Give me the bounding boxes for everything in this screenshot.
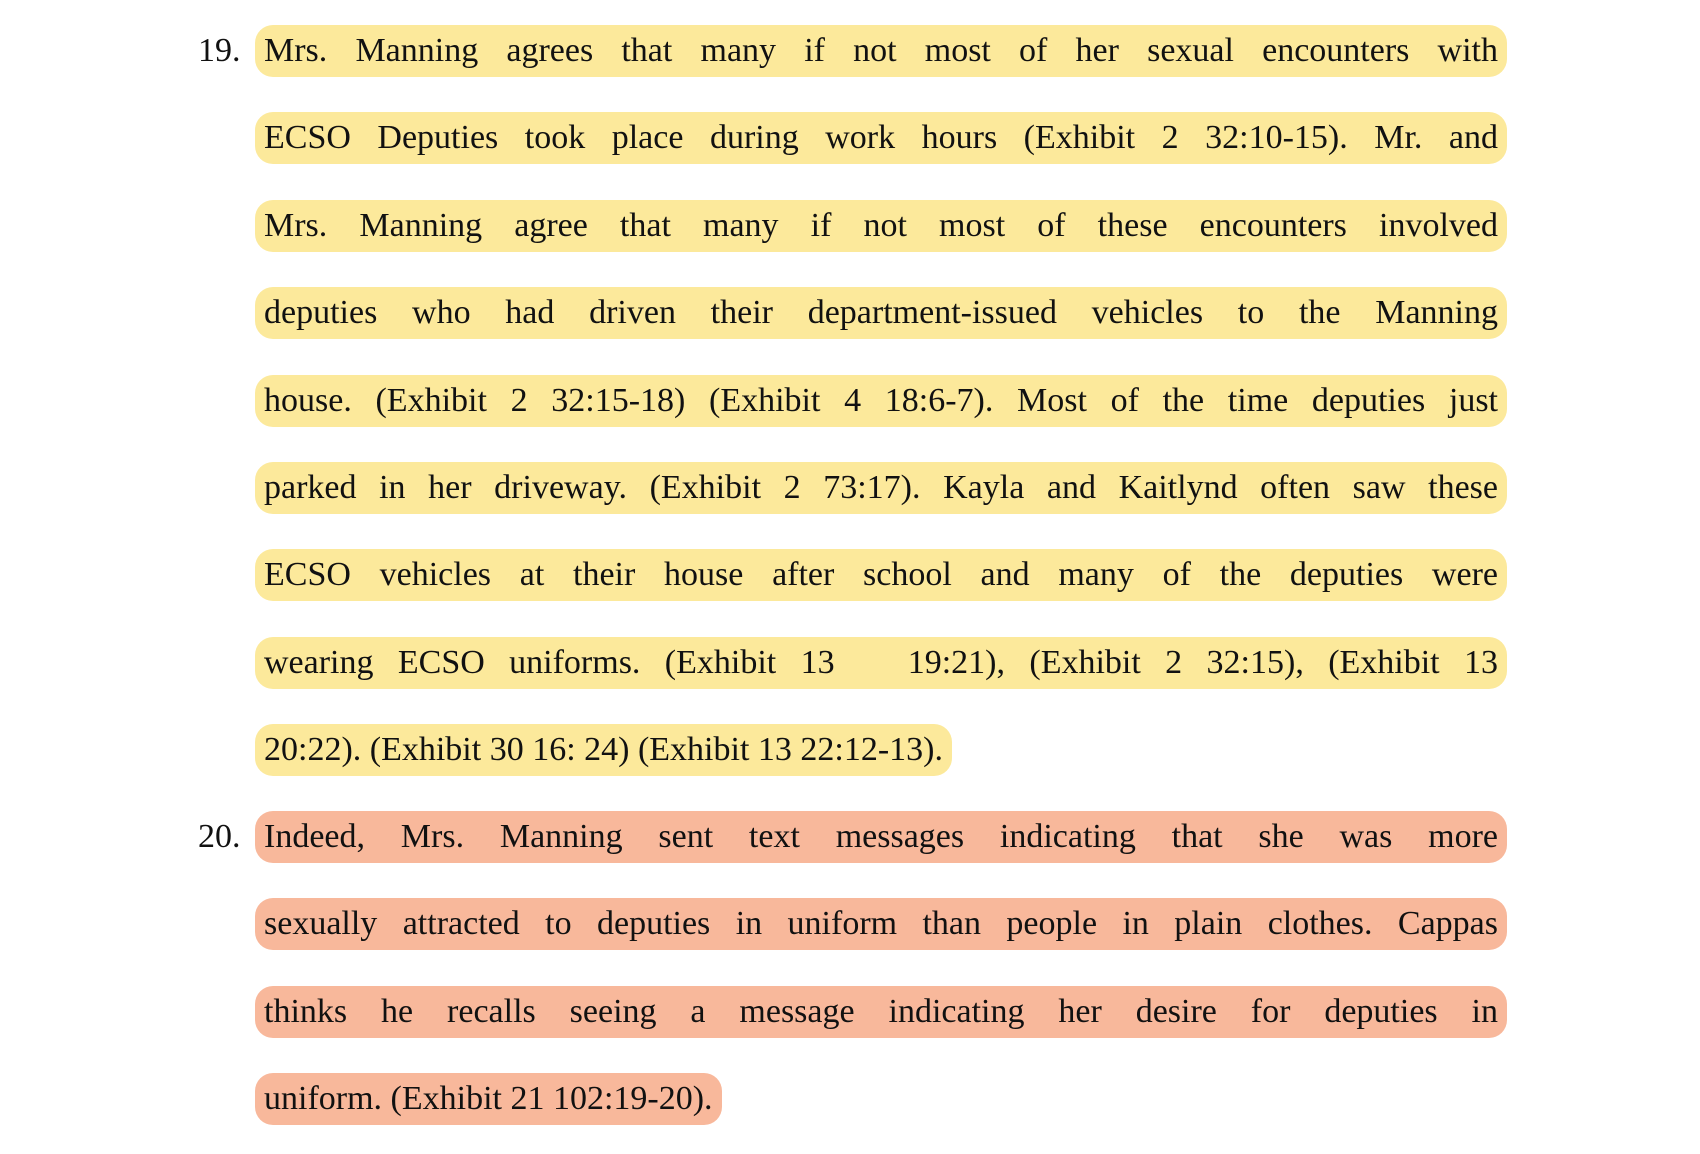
highlighted-line: thinks he recalls seeing a message indicating her desire for deputies in [255,986,1507,1038]
highlighted-line: house. (Exhibit 2 32:15-18) (Exhibit 4 18:6-7). Most of the time deputies just [255,375,1507,427]
highlighted-line: 20:22). (Exhibit 30 16: 24) (Exhibit 13 22:12-13). [255,724,952,776]
highlighted-line: parked in her driveway. (Exhibit 2 73:17). Kayla and Kaitlynd often saw these [255,462,1507,514]
highlighted-line: wearing ECSO uniforms. (Exhibit 13 19:21), (Exhibit 2 32:15), (Exhibit 13 [255,637,1507,689]
highlighted-line: ECSO vehicles at their house after school and many of the deputies were [255,549,1507,601]
highlighted-line: sexually attracted to deputies in uniform than people in plain clothes. Cappas [255,898,1507,950]
highlighted-line: Indeed, Mrs. Manning sent text messages indicating that she was more [255,811,1507,863]
highlighted-line: Mrs. Manning agrees that many if not most of her sexual encounters with [255,25,1507,77]
highlighted-line: ECSO Deputies took place during work hours (Exhibit 2 32:10-15). Mr. and [255,112,1507,164]
highlighted-line: Mrs. Manning agree that many if not most of these encounters involved [255,200,1507,252]
paragraph-number: 19. [198,32,241,69]
highlighted-line: deputies who had driven their department-issued vehicles to the Manning [255,287,1507,339]
highlighted-line: uniform. (Exhibit 21 102:19-20). [255,1073,722,1125]
paragraph-number: 20. [198,818,241,855]
